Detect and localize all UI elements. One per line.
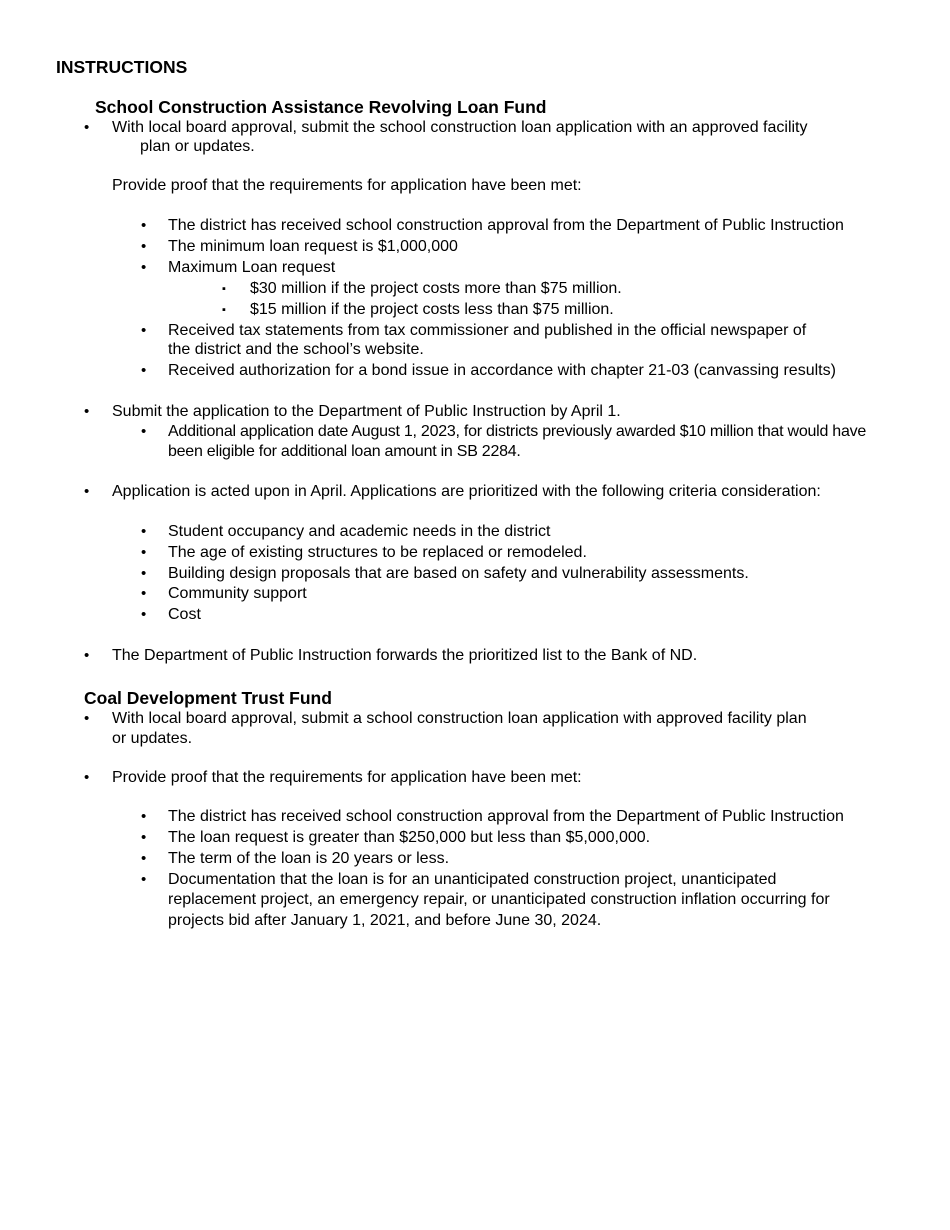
criteria-item: The age of existing structures to be replaced or remodeled. bbox=[168, 544, 587, 561]
requirement-item: The minimum loan request is $1,000,000 bbox=[168, 238, 458, 255]
requirement-item: The district has received school construction approval from the Department of Public Instruction bbox=[168, 808, 844, 825]
bullet: • bbox=[84, 403, 90, 420]
bullet: • bbox=[141, 217, 147, 234]
documentation-line-3: projects bid after January 1, 2021, and before June 30, 2024. bbox=[168, 912, 602, 929]
proof-requirements-text: Provide proof that the requirements for application have been met: bbox=[112, 177, 582, 194]
intro-text-line-1: With local board approval, submit a school construction loan application with approved facility plan bbox=[112, 710, 807, 727]
max-loan-subitem: $15 million if the project costs less than $75 million. bbox=[250, 301, 614, 318]
requirement-item: Maximum Loan request bbox=[168, 259, 336, 276]
bullet: • bbox=[141, 238, 147, 255]
criteria-item: Student occupancy and academic needs in the district bbox=[168, 523, 551, 540]
submit-deadline-text: Submit the application to the Department of Public Instruction by April 1. bbox=[112, 403, 621, 420]
bullet: • bbox=[141, 423, 147, 440]
bullet: • bbox=[141, 544, 147, 561]
bullet: • bbox=[141, 606, 147, 623]
proof-requirements-text: Provide proof that the requirements for application have been met: bbox=[112, 769, 582, 786]
intro-text-line-2: or updates. bbox=[112, 730, 193, 747]
bullet: • bbox=[141, 523, 147, 540]
sub-bullet: ▪ bbox=[222, 283, 226, 295]
section-heading-coal-development-trust-fund: Coal Development Trust Fund bbox=[84, 688, 332, 708]
tax-statement-line-1: Received tax statements from tax commissioner and published in the official newspaper of bbox=[168, 322, 807, 339]
additional-date-line-2: been eligible for additional loan amount in SB 2284. bbox=[168, 443, 521, 460]
criteria-item: Cost bbox=[168, 606, 201, 623]
bullet: • bbox=[84, 710, 90, 727]
forward-list-text: The Department of Public Instruction forwards the prioritized list to the Bank of ND. bbox=[112, 647, 698, 664]
documentation-line-1: Documentation that the loan is for an unanticipated construction project, unanticipated bbox=[168, 871, 777, 888]
additional-date-line-1: Additional application date August 1, 2023, for districts previously awarded $10 million that would have bbox=[168, 423, 866, 440]
intro-text-line-1: With local board approval, submit the school construction loan application with an approved facility bbox=[112, 119, 808, 136]
section-heading-revolving-loan-fund: School Construction Assistance Revolving Loan Fund bbox=[95, 97, 547, 117]
documentation-line-2: replacement project, an emergency repair, or unanticipated construction inflation occurring for bbox=[168, 891, 830, 908]
bullet: • bbox=[84, 119, 90, 136]
bullet: • bbox=[141, 565, 147, 582]
bullet: • bbox=[141, 829, 147, 846]
max-loan-subitem: $30 million if the project costs more than $75 million. bbox=[250, 280, 622, 297]
intro-text-line-2: plan or updates. bbox=[140, 138, 255, 155]
requirement-item: The term of the loan is 20 years or less. bbox=[168, 850, 450, 867]
bullet: • bbox=[141, 850, 147, 867]
criteria-item: Building design proposals that are based on safety and vulnerability assessments. bbox=[168, 565, 749, 582]
bullet: • bbox=[141, 362, 147, 379]
bullet: • bbox=[84, 647, 90, 664]
criteria-item: Community support bbox=[168, 585, 307, 602]
requirement-item: The loan request is greater than $250,000 but less than $5,000,000. bbox=[168, 829, 651, 846]
requirement-item: The district has received school construction approval from the Department of Public Instruction bbox=[168, 217, 844, 234]
tax-statement-line-2: the district and the school’s website. bbox=[168, 341, 424, 358]
bullet: • bbox=[141, 259, 147, 276]
bullet: • bbox=[141, 808, 147, 825]
prioritization-text: Application is acted upon in April. Applications are prioritized with the following criteria consideration: bbox=[112, 483, 821, 500]
bullet: • bbox=[141, 585, 147, 602]
bullet: • bbox=[84, 483, 90, 500]
bullet: • bbox=[141, 322, 147, 339]
bullet: • bbox=[84, 769, 90, 786]
sub-bullet: ▪ bbox=[222, 304, 226, 316]
page-title: INSTRUCTIONS bbox=[56, 57, 188, 77]
bullet: • bbox=[141, 871, 147, 888]
bond-authorization-item: Received authorization for a bond issue in accordance with chapter 21-03 (canvassing results) bbox=[168, 362, 836, 379]
